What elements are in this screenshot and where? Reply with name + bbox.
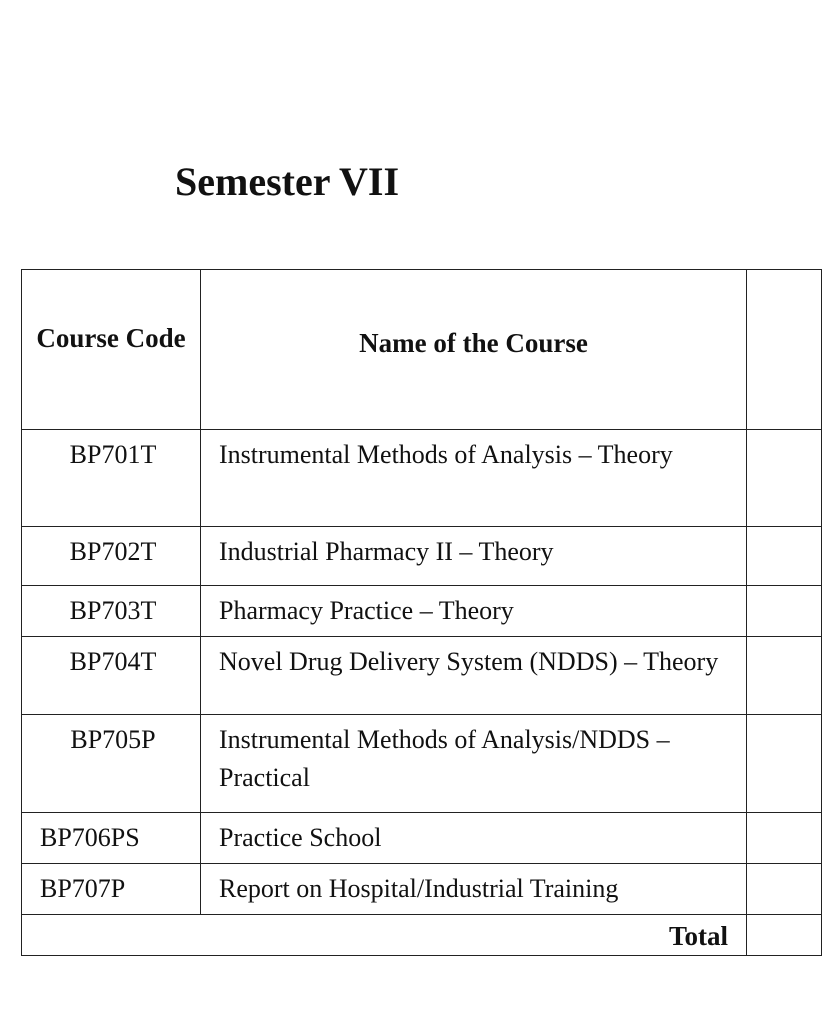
table-row: [22, 527, 822, 586]
cut-off-cell: [747, 527, 822, 586]
course-name-cell: Instrumental Methods of Analysis – Theory: [201, 430, 747, 527]
course-code-cell: BP707P: [22, 864, 201, 915]
cut-off-cell: [747, 813, 822, 864]
total-row: [22, 915, 822, 956]
course-code-cell: BP702T: [22, 527, 201, 586]
total-label: Total: [22, 915, 747, 956]
course-code-cell: BP706PS: [22, 813, 201, 864]
course-table: [21, 269, 822, 956]
course-name-cell: Novel Drug Delivery System (NDDS) – Theory: [201, 637, 747, 715]
cut-off-cell: [747, 586, 822, 637]
course-code-cell: BP701T: [22, 430, 201, 527]
header-cut-off-column: [747, 270, 822, 430]
cut-off-cell: [747, 864, 822, 915]
cut-off-cell: [747, 637, 822, 715]
course-name-cell: Pharmacy Practice – Theory: [201, 586, 747, 637]
course-code-cell: BP704T: [22, 637, 201, 715]
course-name-cell: Industrial Pharmacy II – Theory: [201, 527, 747, 586]
cut-off-cell: [747, 715, 822, 813]
course-table-container: [21, 269, 768, 951]
course-code-cell: BP703T: [22, 586, 201, 637]
table-header-row: [22, 270, 822, 430]
header-course-name: Name of the Course: [201, 270, 747, 430]
cut-off-cell: [747, 915, 822, 956]
course-name-cell: Practice School: [201, 813, 747, 864]
table-row: [22, 430, 822, 527]
table-row: [22, 637, 822, 715]
course-name-cell: Instrumental Methods of Analysis/NDDS – Practical: [201, 715, 747, 813]
table-row: [22, 715, 822, 813]
header-course-code: Course Code: [22, 270, 201, 430]
table-row: [22, 813, 822, 864]
table-row: [22, 586, 822, 637]
table-row: [22, 864, 822, 915]
course-name-cell: Report on Hospital/Industrial Training: [201, 864, 747, 915]
cut-off-cell: [747, 430, 822, 527]
course-code-cell: BP705P: [22, 715, 201, 813]
page-title: Semester VII: [175, 159, 400, 204]
